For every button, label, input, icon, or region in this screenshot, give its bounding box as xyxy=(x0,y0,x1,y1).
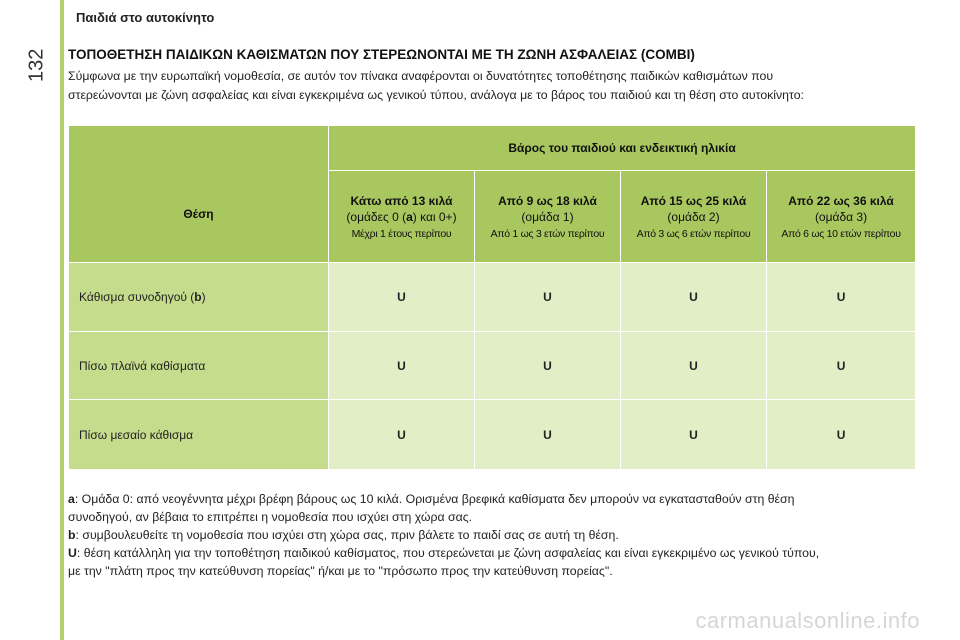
table-cell: U xyxy=(621,400,767,470)
intro-paragraph xyxy=(68,67,928,105)
table-cell: U xyxy=(329,400,475,470)
table-cell: U xyxy=(767,263,916,332)
intro-line: Σύμφωνα με την ευρωπαϊκή νομοθεσία, σε αυτόν τον πίνακα αναφέρονται οι δυνατότητες τοποθέτησης παιδικών καθισμάτων που xyxy=(68,69,774,83)
column-weight: Από 15 ως 25 κιλά xyxy=(640,193,747,208)
column-group: (ομάδες 0 (a) και 0+) xyxy=(346,209,457,224)
table-cell: U xyxy=(329,332,475,400)
footnote-key: U xyxy=(68,546,77,560)
table-cell: U xyxy=(621,263,767,332)
footnote-ref-b: b xyxy=(194,290,202,304)
table-cell: U xyxy=(475,263,621,332)
footnote-a: a: Ομάδα 0: από νεογέννητα μέχρι βρέφη βάρους ως 10 κιλά. Ορισμένα βρεφικά καθίσματα δεν μπορούν να εγκατασταθούν στη θέση συνοδηγού, αν βέβαια το επιτρέπει η νομοθεσία που ισχύει στη χώρα σας. xyxy=(68,492,795,524)
table-row xyxy=(69,263,916,332)
table-cell: U xyxy=(767,332,916,400)
footnote-key: b xyxy=(68,528,76,542)
column-group: (ομάδα 3) xyxy=(814,209,868,224)
column-group: (ομάδα 1) xyxy=(521,209,574,224)
footnote-ref-a: a xyxy=(406,209,413,224)
table-cell: U xyxy=(621,332,767,400)
table-cell: U xyxy=(475,400,621,470)
table-cell: U xyxy=(767,400,916,470)
table-row xyxy=(69,332,916,400)
column-header-group-0 xyxy=(329,171,475,263)
page-number: 132 xyxy=(25,48,48,82)
seat-compatibility-table xyxy=(68,125,916,470)
column-weight: Από 22 ως 36 κιλά xyxy=(788,193,894,208)
footnote-key: a xyxy=(68,492,75,506)
accent-bar xyxy=(60,0,64,640)
column-header-group-2 xyxy=(621,171,767,263)
footnote-b: b: συμβουλευθείτε τη νομοθεσία που ισχύει στη χώρα σας, πριν βάλετε το παιδί σας σε αυτή τη θέση. xyxy=(68,528,619,542)
intro-line: στερεώνονται με ζώνη ασφαλείας και είναι εγκεκριμένα ως γενικού τύπου, ανάλογα με το βάρος του παιδιού και τη θέση στο αυτοκίνητο: xyxy=(68,88,804,102)
column-age: Από 1 ως 3 ετών περίπου xyxy=(490,227,605,240)
column-age: Από 6 ως 10 ετών περίπου xyxy=(781,227,901,240)
row-label-rear-middle-seat: Πίσω μεσαίο κάθισμα xyxy=(69,400,329,470)
column-group: (ομάδα 2) xyxy=(667,209,720,224)
column-age: Από 3 ως 6 ετών περίπου xyxy=(636,227,751,240)
table-cell: U xyxy=(329,263,475,332)
watermark: carmanualsonline.info xyxy=(695,608,920,633)
section-header-title: Παιδιά στο αυτοκίνητο xyxy=(76,10,215,25)
page-title: ΤΟΠΟΘΕΤΗΣΗ ΠΑΙΔΙΚΩΝ ΚΑΘΙΣΜΑΤΩΝ ΠΟΥ ΣΤΕΡΕΩΝΟΝΤΑΙ ΜΕ ΤΗ ΖΩΝΗ ΑΣΦΑΛΕΙΑΣ (COMBI) xyxy=(68,47,695,62)
footnote-u: U: θέση κατάλληλη για την τοποθέτηση παιδικού καθίσματος, που στερεώνεται με ζώνη ασφαλείας και είναι εγκεκριμένο ως γενικού τύπου, με την "πλάτη προς την κατεύθυνση πορείας" ή/και με το "πρόσωπο προς την κατεύθυνση πορείας". xyxy=(68,546,820,578)
table-row xyxy=(69,400,916,470)
weight-group-header: Βάρος του παιδιού και ενδεικτική ηλικία xyxy=(329,126,916,171)
row-label-rear-side-seats: Πίσω πλαϊνά καθίσματα xyxy=(69,332,329,400)
column-age: Μέχρι 1 έτους περίπου xyxy=(351,227,452,240)
column-header-group-1 xyxy=(475,171,621,263)
row-label-passenger-seat: Κάθισμα συνοδηγού (b) xyxy=(69,263,329,332)
position-header: Θέση xyxy=(69,126,329,263)
footnotes xyxy=(68,490,928,580)
column-weight: Κάτω από 13 κιλά xyxy=(350,193,453,208)
column-weight: Από 9 ως 18 κιλά xyxy=(498,193,597,208)
column-header-group-3 xyxy=(767,171,916,263)
table-cell: U xyxy=(475,332,621,400)
